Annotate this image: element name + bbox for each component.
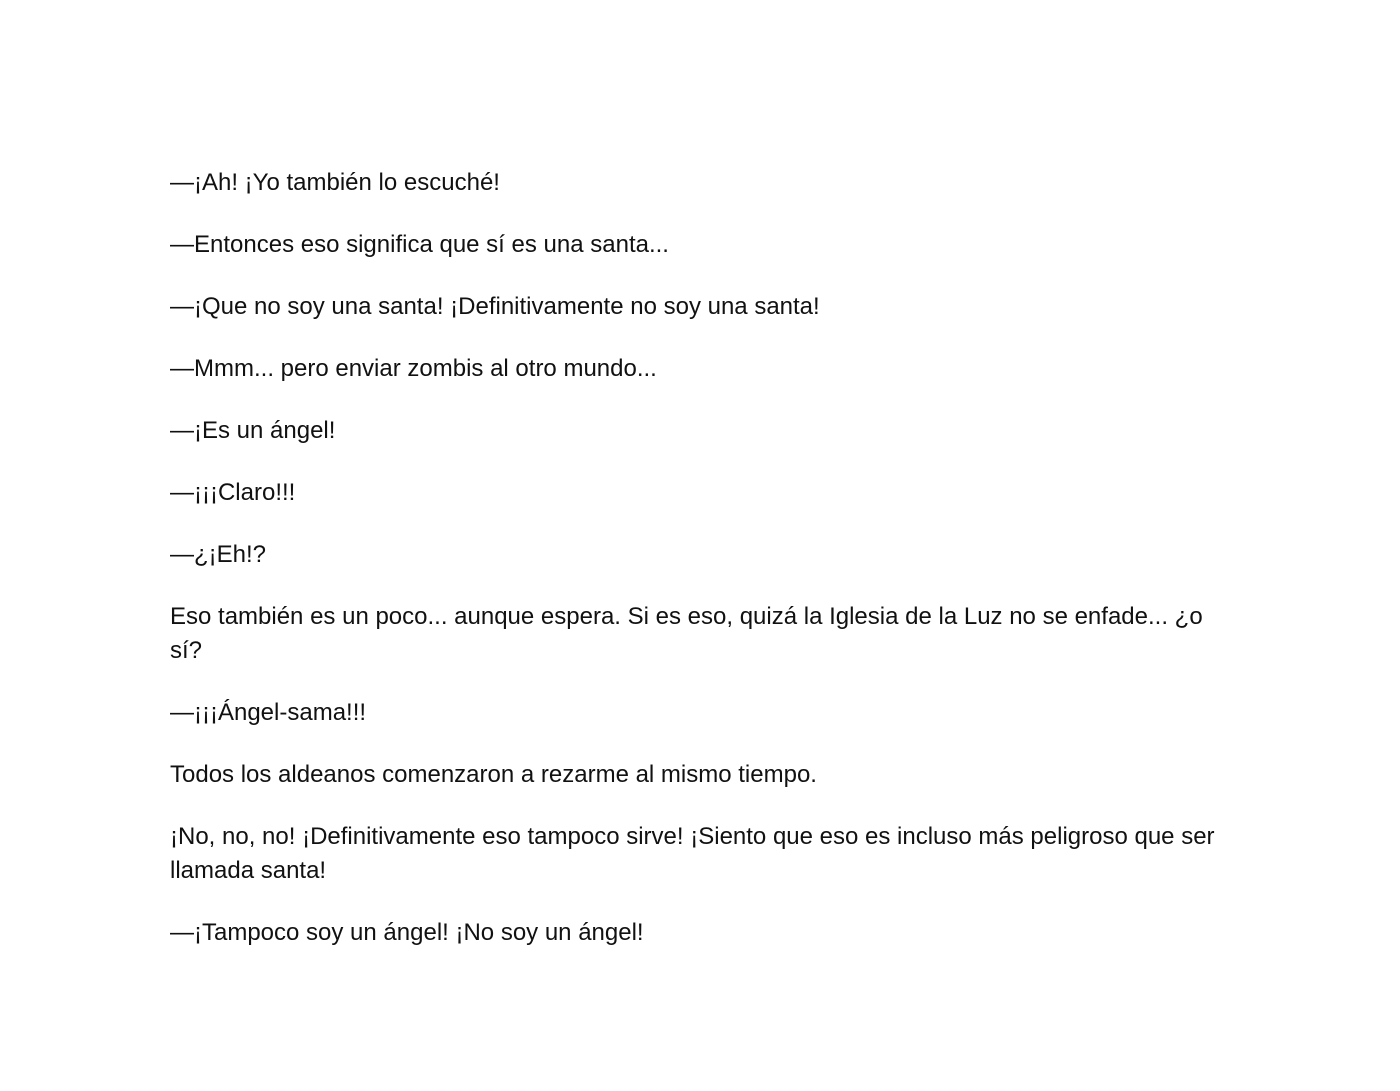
paragraph: —¡Es un ángel! [170,417,336,444]
paragraph: —Entonces eso significa que sí es una santa... [170,231,669,258]
document-body [170,166,1230,978]
paragraph: Eso también es un poco... aunque espera. Si es eso, quizá la Iglesia de la Luz no se enfade... ¿o sí? [170,603,1203,664]
paragraph: —¡Ah! ¡Yo también lo escuché! [170,169,500,196]
paragraph: —Mmm... pero enviar zombis al otro mundo... [170,355,657,382]
paragraph: —¡¡¡Ángel-sama!!! [170,699,367,726]
paragraph: ¡No, no, no! ¡Definitivamente eso tampoco sirve! ¡Siento que eso es incluso más peligroso que ser llamada santa! [170,823,1215,884]
paragraph: —¡¡¡Claro!!! [170,479,296,506]
paragraph: Todos los aldeanos comenzaron a rezarme al mismo tiempo. [170,761,817,788]
paragraph: —¿¡Eh!? [170,541,267,568]
paragraph: —¡Tampoco soy un ángel! ¡No soy un ángel! [170,919,644,946]
paragraph: —¡Que no soy una santa! ¡Definitivamente no soy una santa! [170,293,820,320]
